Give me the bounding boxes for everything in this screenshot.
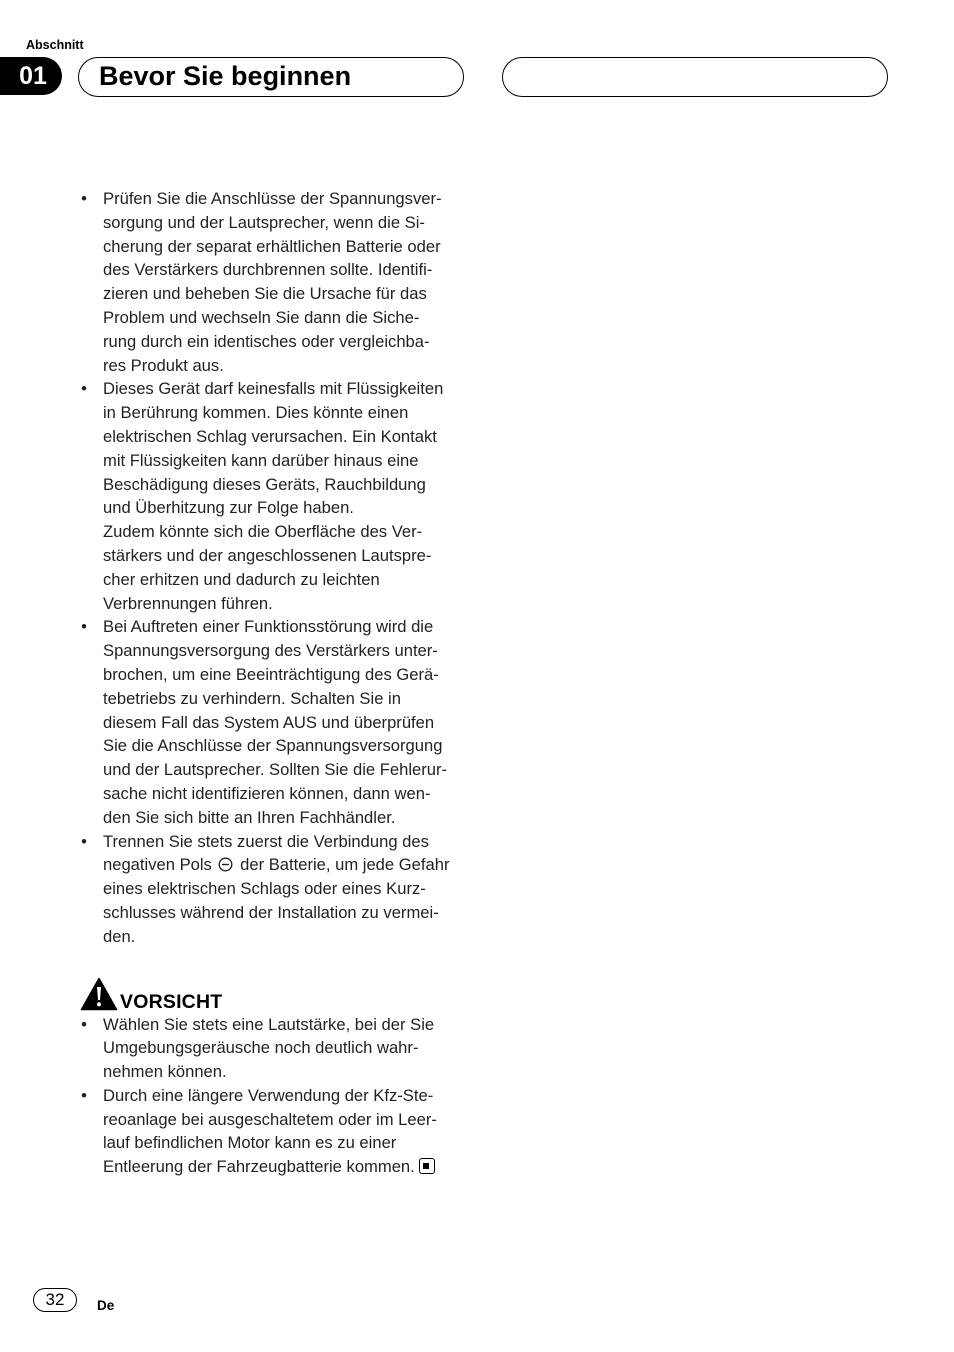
negative-pole-icon — [218, 857, 233, 872]
bullet-dot: • — [81, 617, 87, 637]
page-title: Bevor Sie beginnen — [99, 61, 352, 91]
bullet-list — [78, 187, 473, 949]
list-item — [78, 1084, 473, 1179]
list-item — [78, 377, 473, 615]
bullet-dot: • — [81, 189, 87, 208]
language-code: De — [97, 1298, 115, 1313]
list-item — [78, 830, 473, 949]
list-item — [78, 187, 473, 377]
bullet-dot: • — [81, 831, 87, 851]
warning-triangle-icon — [80, 977, 118, 1011]
bullet-text: Trennen Sie stets zuerst die Verbindung des negativen Pols der Batterie, um jede Gefahr eines elektrischen Schlags oder eines Kurz- schlusses während der Installation zu vermei- den. — [103, 831, 450, 946]
page-number: 32 — [33, 1288, 77, 1312]
title-frame — [78, 57, 464, 97]
list-item — [78, 1013, 473, 1084]
section-number-badge: 01 — [0, 57, 62, 95]
bullet-text: Wählen Sie stets eine Lautstärke, bei der Sie Umgebungsgeräusche noch deutlich wahr- nehmen können. — [103, 1014, 435, 1082]
empty-header-frame — [502, 57, 888, 97]
section-label: Abschnitt — [26, 38, 84, 52]
bullet-text: Prüfen Sie die Anschlüsse der Spannungsver- sorgung und der Lautsprecher, wenn die Si- cherung der separat erhältlichen Batterie oder des Verstärkers durchbrennen sollte. Identifi- zieren und beheben Sie die Ursache für das Problem und wechseln Sie dann die Siche- rung durch ein identisches oder vergleichba- res Produkt aus. — [103, 189, 442, 375]
caution-heading — [78, 977, 473, 1013]
bullet-dot: • — [81, 379, 87, 399]
bullet-text: Dieses Gerät darf keinesfalls mit Flüssigkeiten in Berührung kommen. Dies könnte einen elektrischen Schlag verursachen. Ein Kontakt mit Flüssigkeiten kann darüber hinaus eine Beschädigung dieses Geräts, Rauchbildung und Überhitzung zur Folge haben. Zudem könnte sich die Oberfläche des Ver- stärkers und der angeschlossenen Lautspre- cher erhitzen und dadurch zu leichten Verbrennungen führen. — [103, 379, 444, 613]
caution-bullet-list — [78, 1013, 473, 1180]
bullet-dot: • — [81, 1014, 87, 1034]
bullet-text: Durch eine längere Verwendung der Kfz-Ste- reoanlage bei ausgeschaltetem oder im Leer- lauf befindlichen Motor kann es zu einer Entleerung der Fahrzeugbatterie kommen. — [103, 1085, 437, 1177]
caution-label: VORSICHT — [120, 990, 223, 1013]
bullet-text: Bei Auftreten einer Funktionsstörung wird die Spannungsversorgung des Verstärkers unter- brochen, um eine Beeinträchtigung des Gerä- tebetriebs zu verhindern. Schalten Sie in diesem Fall das System AUS und überprüfen Sie die Anschlüsse der Spannungsversorgung und der Lautsprecher. Sollten Sie die Fehlerur- sache nicht identifizieren können, dann wen- den Sie sich bitte an Ihren Fachhändler. — [103, 617, 448, 827]
end-of-section-icon — [419, 1158, 435, 1174]
main-content — [78, 187, 473, 1179]
list-item — [78, 615, 473, 829]
bullet-dot: • — [81, 1085, 87, 1105]
